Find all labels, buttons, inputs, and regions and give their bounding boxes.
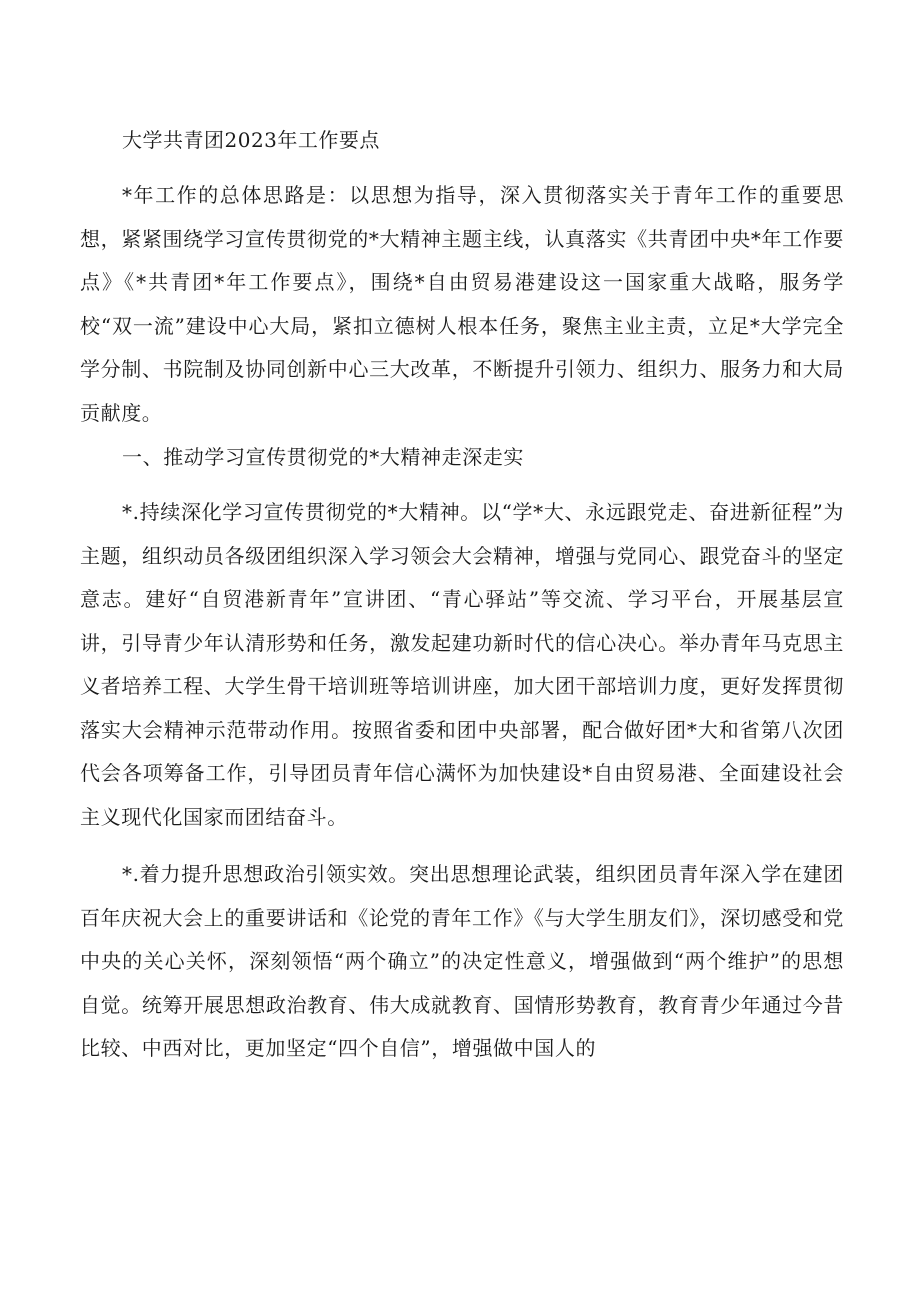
item-paragraph-2: *.着力提升思想政治引领实效。突出思想理论武装，组织团员青年深入学在建团百年庆祝大会上的重要讲话和《论党的青年工作》《与大学生朋友们》，深切感受和党中央的关心关怀，深刻领悟“两个确立”的决定性意义，增强做到“两个维护”的思想自觉。统筹开展思想政治教育、伟大成就教育、国情形势教育，教育青少年通过今昔比较、中西对比，更加坚定“四个自信”，增强做中国人的	[80, 862, 844, 1060]
document-title: 大学共青团2023年工作要点	[122, 128, 380, 152]
intro-paragraph: *年工作的总体思路是：以思想为指导，深入贯彻落实关于青年工作的重要思想，紧紧围绕学习宣传贯彻党的*大精神主题主线，认真落实《共青团中央*年工作要点》《*共青团*年工作要点》，围绕*自由贸易港建设这一国家重大战略，服务学校“双一流”建设中心大局，紧扣立德树人根本任务，聚焦主业主责，立足*大学完全学分制、书院制及协同创新中心三大改革，不断提升引领力、组织力、服务力和大局贡献度。	[80, 183, 844, 425]
section-heading-1: 一、推动学习宣传贯彻党的*大精神走深走实	[122, 445, 524, 469]
document-body	[80, 118, 844, 1071]
item-paragraph-1: *.持续深化学习宣传贯彻党的*大精神。以“学*大、永远跟党走、奋进新征程”为主题，组织动员各级团组织深入学习领会大会精神，增强与党同心、跟党奋斗的坚定意志。建好“自贸港新青年”宣讲团、“青心驿站”等交流、学习平台，开展基层宣讲，引导青少年认清形势和任务，激发起建功新时代的信心决心。举办青年马克思主义者培养工程、大学生骨干培训班等培训讲座，加大团干部培训力度，更好发挥贯彻落实大会精神示范带动作用。按照省委和团中央部署，配合做好团*大和省第八次团代会各项筹备工作，引导团员青年信心满怀为加快建设*自由贸易港、全面建设社会主义现代化国家而团结奋斗。	[80, 500, 844, 829]
